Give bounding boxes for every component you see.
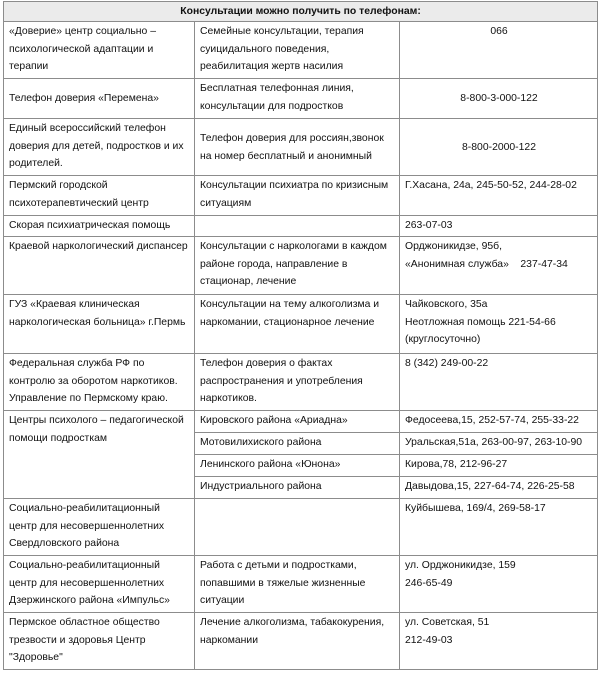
org-line: Социально-реабилитационный	[9, 560, 160, 571]
org-line: Телефон доверия «Перемена»	[9, 93, 159, 105]
table-row	[4, 411, 598, 433]
contact-line: 8-800-2000-122	[462, 141, 536, 153]
service-line: консультации для подростков	[200, 100, 344, 112]
service-line: реабилитация жертв насилия	[200, 61, 344, 73]
org-cell	[4, 411, 195, 499]
service-line: распространения и употребления	[200, 375, 363, 387]
contact-line: Кирова,78, 212-96-27	[405, 459, 508, 470]
contact-line: Орджоникидзе, 95б,	[405, 241, 502, 252]
org-line: «Доверие» центр социально –	[9, 26, 156, 37]
contact-cell	[400, 176, 598, 216]
table-row	[4, 354, 598, 411]
service-line: Консультации с наркологами в каждом	[200, 241, 387, 252]
contact-cell	[400, 613, 598, 670]
org-line: центр для несовершеннолетних	[9, 577, 165, 589]
org-line: психологической адаптации и	[9, 43, 154, 55]
service-cell	[195, 237, 400, 295]
org-cell	[4, 176, 195, 216]
district-cell	[195, 411, 400, 433]
org-line: Социально-реабилитационный	[9, 503, 160, 514]
contact-line: 8 (342) 249-00-22	[405, 358, 489, 369]
org-line: Дзержинского района «Импульс»	[9, 595, 170, 607]
service-line: ситуациям	[200, 197, 252, 209]
district-label: Ленинского района «Юнона»	[200, 459, 341, 470]
contact-line: 066	[490, 26, 508, 37]
service-line: суицидального поведения,	[200, 43, 330, 55]
org-cell	[4, 295, 195, 354]
contact-line: Куйбышева, 169/4, 269-58-17	[405, 503, 546, 514]
contact-line: Чайковского, 35а	[405, 299, 488, 310]
contact-line: Уральская,51а, 263-00-97, 263-10-90	[405, 437, 583, 448]
service-cell	[195, 556, 400, 613]
org-line: Краевой наркологический диспансер	[9, 241, 188, 252]
org-line: Скорая психиатрическая помощь	[9, 220, 171, 231]
service-cell	[195, 354, 400, 411]
service-cell	[195, 176, 400, 216]
org-line: терапии	[9, 61, 49, 73]
org-line: трезвости и здоровья Центр	[9, 634, 146, 646]
service-line: наркомании, стационарное лечение	[200, 316, 375, 328]
table-row	[4, 237, 598, 295]
org-line: Единый всероссийский телефон	[9, 123, 166, 134]
org-line: центр для несовершеннолетних	[9, 520, 165, 532]
contact-cell	[400, 433, 598, 455]
contact-line: ул. Советская, 51	[405, 617, 490, 628]
table-row	[4, 216, 598, 237]
org-cell	[4, 119, 195, 176]
table-row	[4, 176, 598, 216]
org-line: Центры психолого – педагогической	[9, 415, 184, 426]
contact-line: (круглосуточно)	[405, 334, 481, 346]
table-row	[4, 499, 598, 556]
district-label: Мотовилихиского района	[200, 437, 322, 448]
contact-cell	[400, 411, 598, 433]
contact-cell	[400, 477, 598, 499]
service-line: Лечение алкоголизма, табакокурения,	[200, 617, 385, 628]
contact-line: Федосеева,15, 252-57-74, 255-33-22	[405, 415, 579, 426]
org-line: родителей.	[9, 158, 63, 170]
table-row	[4, 79, 598, 119]
service-cell	[195, 119, 400, 176]
service-line: Консультации на тему алкоголизма и	[200, 299, 380, 310]
contact-cell	[400, 455, 598, 477]
contact-line: 212-49-03	[405, 634, 453, 646]
org-line: психотерапевтический центр	[9, 197, 149, 209]
contact-line: 263-07-03	[405, 220, 453, 231]
contact-cell	[400, 556, 598, 613]
org-line: Пермское областное общество	[9, 617, 160, 628]
service-line: стационар, лечение	[200, 276, 297, 288]
service-cell	[195, 22, 400, 79]
table-header: Консультации можно получить по телефонам:	[4, 2, 598, 22]
service-line: попавшими в тяжелые жизненные	[200, 577, 366, 589]
contact-cell	[400, 354, 598, 411]
service-line: Семейные консультации, терапия	[200, 26, 364, 37]
table-row	[4, 119, 598, 176]
district-cell	[195, 477, 400, 499]
org-cell	[4, 354, 195, 411]
org-cell	[4, 22, 195, 79]
org-line: Пермский городской	[9, 180, 108, 191]
org-cell	[4, 556, 195, 613]
table-row	[4, 556, 598, 613]
district-label: Индустриального района	[200, 481, 322, 492]
contact-cell	[400, 79, 598, 119]
contact-cell	[400, 237, 598, 295]
service-line: ситуации	[200, 595, 245, 607]
service-line: районе города, направление в	[200, 258, 348, 270]
org-line: Федеральная служба РФ по	[9, 358, 145, 369]
service-line: наркотиков.	[200, 393, 257, 405]
contact-line: 8-800-3-000-122	[460, 93, 538, 105]
service-cell	[195, 499, 400, 556]
contact-line: ул. Орджоникидзе, 159	[405, 560, 516, 571]
org-cell	[4, 79, 195, 119]
service-cell	[195, 295, 400, 354]
org-cell	[4, 499, 195, 556]
contact-cell	[400, 22, 598, 79]
org-line: контролю за оборотом наркотиков.	[9, 375, 178, 387]
service-line: наркомании	[200, 634, 259, 646]
table-row	[4, 295, 598, 354]
service-cell	[195, 613, 400, 670]
table-header-row	[4, 2, 598, 22]
contact-cell	[400, 119, 598, 176]
service-cell	[195, 216, 400, 237]
district-cell	[195, 455, 400, 477]
contact-line: Неотложная помощь 221-54-66	[405, 316, 556, 328]
service-line: Телефон доверия для россиян,звонок	[200, 132, 384, 144]
org-line: Управление по Пермскому краю.	[9, 393, 168, 405]
org-line: доверия для детей, подростков и их	[9, 140, 184, 152]
contact-cell	[400, 216, 598, 237]
org-line: помощи подросткам	[9, 432, 108, 444]
contact-line: 246-65-49	[405, 577, 453, 589]
contact-line: Давыдова,15, 227-64-74, 226-25-58	[405, 481, 575, 492]
service-line: Бесплатная телефонная линия,	[200, 83, 354, 94]
contact-line: «Анонимная служба» 237-47-34	[405, 258, 568, 270]
district-label: Кировского района «Ариадна»	[200, 415, 348, 426]
phone-directory-table	[3, 1, 598, 670]
org-line: наркологическая больница» г.Пермь	[9, 316, 186, 328]
org-cell	[4, 216, 195, 237]
contact-line: Г.Хасана, 24а, 245-50-52, 244-28-02	[405, 180, 577, 191]
contact-cell	[400, 295, 598, 354]
org-line: Свердловского района	[9, 538, 120, 550]
district-cell	[195, 433, 400, 455]
table-row	[4, 22, 598, 79]
org-cell	[4, 237, 195, 295]
contact-cell	[400, 499, 598, 556]
service-line: Консультации психиатра по кризисным	[200, 180, 389, 191]
org-line: "Здоровье"	[9, 652, 63, 664]
service-cell	[195, 79, 400, 119]
service-line: Работа с детьми и подростками,	[200, 560, 357, 571]
service-line: на номер бесплатный и анонимный	[200, 150, 372, 162]
org-line: ГУЗ «Краевая клиническая	[9, 299, 140, 310]
org-cell	[4, 613, 195, 670]
table-row	[4, 613, 598, 670]
service-line: Телефон доверия о фактах	[200, 358, 333, 369]
